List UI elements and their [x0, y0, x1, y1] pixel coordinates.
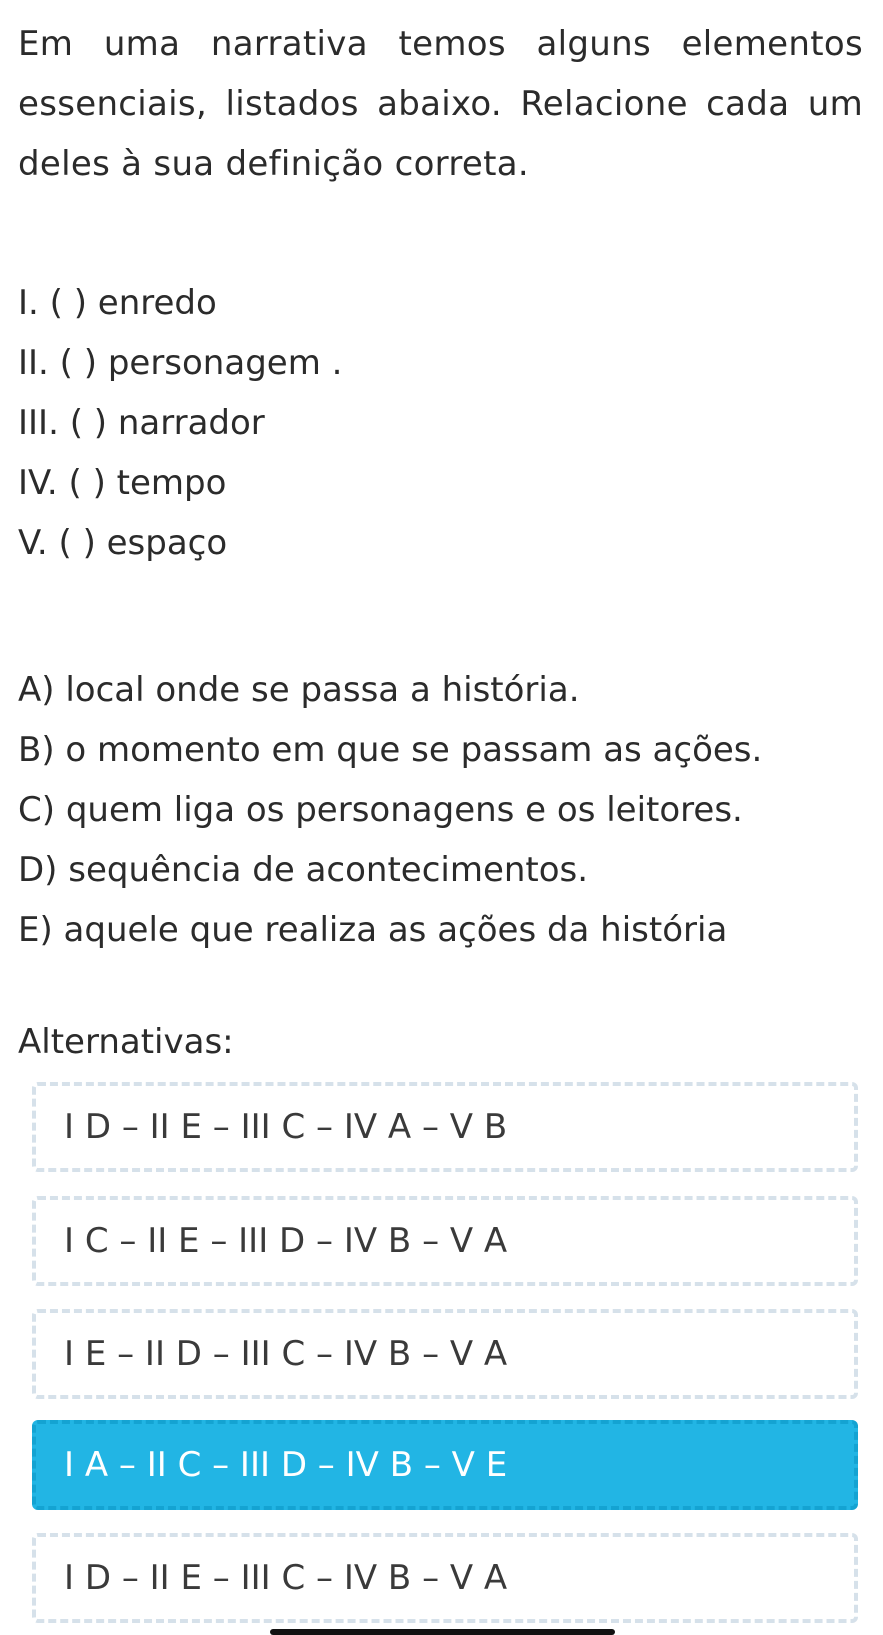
alternative-option-3-text: I E – II D – III C – IV B – V A: [64, 1334, 508, 1374]
definition-d: D) sequência de acontecimentos.: [18, 850, 589, 890]
definitions-list: [18, 660, 762, 960]
alternative-option-1-text: I D – II E – III C – IV A – V B: [64, 1107, 508, 1147]
alternative-option-4[interactable]: [32, 1420, 858, 1510]
element-item-narrador: III. ( ) narrador: [18, 403, 265, 443]
alternative-option-4-text: I A – II C – III D – IV B – V E: [64, 1445, 508, 1485]
element-item-espaco: V. ( ) espaço: [18, 523, 228, 563]
question-text: Em uma narrativa temos alguns elementos essenciais, listados abaixo. Relacione cada um deles à sua definição correta.: [18, 24, 863, 184]
home-indicator[interactable]: [270, 1629, 615, 1635]
alternative-option-1[interactable]: [32, 1082, 858, 1172]
alternative-option-5-text: I D – II E – III C – IV B – V A: [64, 1558, 508, 1598]
elements-list: [18, 273, 342, 573]
alternatives-label: Alternativas:: [18, 1022, 234, 1062]
alternative-option-2-text: I C – II E – III D – IV B – V A: [64, 1221, 508, 1261]
element-item-tempo: IV. ( ) tempo: [18, 463, 227, 503]
element-item-personagem: II. ( ) personagem .: [18, 343, 343, 383]
definition-a: A) local onde se passa a história.: [18, 670, 580, 710]
definition-c: C) quem liga os personagens e os leitores.: [18, 790, 743, 830]
alternative-option-3[interactable]: [32, 1309, 858, 1399]
element-item-enredo: I. ( ) enredo: [18, 283, 217, 323]
alternative-option-2[interactable]: [32, 1196, 858, 1286]
definition-e: E) aquele que realiza as ações da história: [18, 910, 728, 950]
definition-b: B) o momento em que se passam as ações.: [18, 730, 763, 770]
alternative-option-5[interactable]: [32, 1533, 858, 1623]
